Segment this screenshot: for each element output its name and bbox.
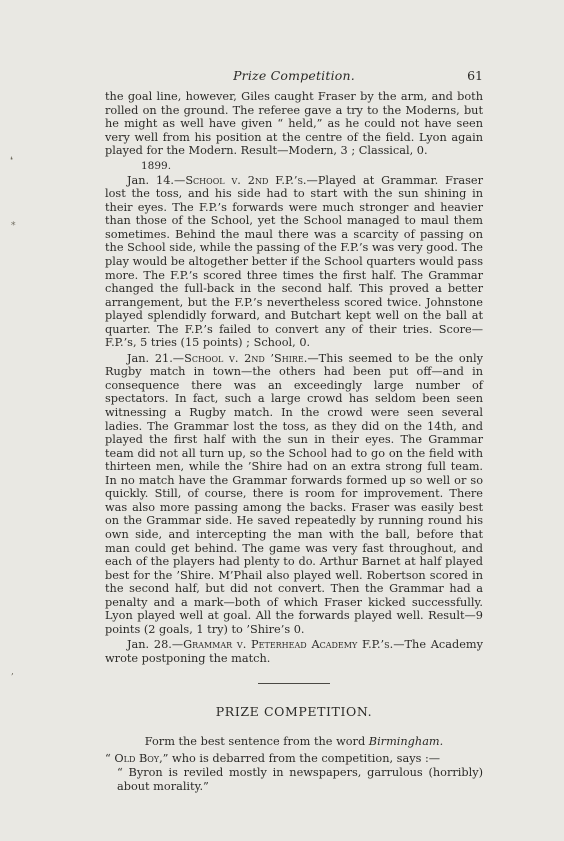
quote-intro: [105, 752, 483, 766]
page-header: [105, 62, 483, 90]
quote-author: “ Old Boy,”: [105, 752, 169, 766]
section-title: PRIZE COMPETITION.: [215, 704, 373, 720]
section-divider: [258, 683, 330, 684]
year-label: 1899.: [141, 159, 172, 172]
match-heading: School v. 2nd F.P.’s.: [185, 173, 307, 187]
match-report-jan-14: [105, 174, 483, 350]
match-report-jan-21: [105, 352, 483, 636]
match-text: —Played at Grammar. Fraser lost the toss, and his side had to start with the sun shining in their eyes. The F.P.’s forwards were much stronger and heavier than those of the School, yet the School managed to maul them sometimes. Behind the maul there was a scarcity of passing on the School side, while the passing of the F.P.’s was very good. The play would be altogether better if the School quarters would pass more. The F.P.’s scored three times the first half. The Grammar changed the full-back in the second half. This proved a better arrangement, but the F.P.’s nevertheless scored twice. Johnstone played splendidly forward, and Butchart kept well on the ball at quarter. The F.P.’s failed to convert any of their tries. Score—F.P.’s, 5 tries (15 points) ; School, 0.: [105, 173, 483, 350]
continuation-paragraph: the goal line, however, Giles caught Fraser by the arm, and both rolled on the ground. The referee gave a try to the Moderns, but he might as well have given “ held,” as he could not have seen very well from his position at the centre of the field. Lyon again played for the Modern. Result—Modern, 3 ; Classical, 0.: [105, 90, 483, 158]
page-content: [105, 62, 483, 793]
instruction-text: Form the best sentence from the word: [144, 735, 369, 749]
match-report-jan-28: [105, 638, 483, 665]
quote-text: “ Byron is reviled mostly in newspapers, garrulous (horribly) about morality.”: [117, 765, 483, 793]
margin-mark: ❛: [10, 156, 13, 166]
running-title: Prize Competition.: [233, 68, 355, 83]
match-date: Jan. 14.—: [127, 173, 186, 187]
margin-mark: ‚: [11, 667, 14, 677]
page-number: 61: [467, 68, 483, 83]
match-text: —This seemed to be the only Rugby match in town—the others had been put off—and in consequence there was an exceedingly large number of spectators. In fact, such a large crowd has seldom been seen witnessing a Rugby match. In the crowd were seen several ladies. The Grammar lost the toss, as they did on the 14th, and played the first half with the sun in their eyes. The Grammar team did not all turn up, so the School had to go on the field with thirteen men, while the ’Shire had on an extra strong full team. In no match have the Grammar forwards formed up so well or so quickly. Still, of course, there is room for improvement. There was also more passing among the backs. Fraser was easily best on the Grammar side. He saved repeatedly by running round his own side, and intercepting the man with the ball, before that man could get behind. The game was very fast throughout, and each of the players had plenty to do. Arthur Barnet at half played best for the ’Shire. M’Phail also played well. Robertson scored in the second half, but did not convert. Then the Grammar had a penalty and a mark—both of which Fraser kicked successfully. Lyon played well at goal. All the forwards played well. Result—9 points (2 goals, 1 try) to ’Shire’s 0.: [105, 351, 483, 636]
instruction-word: Birmingham.: [368, 735, 444, 749]
competition-instruction: [105, 735, 483, 748]
match-heading: Grammar v. Peterhead Academy F.P.’s.: [183, 638, 394, 652]
match-heading: School v. 2nd ’Shire.: [184, 351, 308, 365]
quote-intro-text: who is debarred from the competition, says :—: [168, 752, 441, 766]
match-date: Jan. 28.—: [127, 638, 184, 652]
margin-mark: ⁎: [11, 218, 16, 228]
competition-quote: [105, 752, 483, 793]
match-date: Jan. 21.—: [127, 351, 185, 365]
match-text: —The Academy wrote postponing the match.: [105, 638, 483, 665]
